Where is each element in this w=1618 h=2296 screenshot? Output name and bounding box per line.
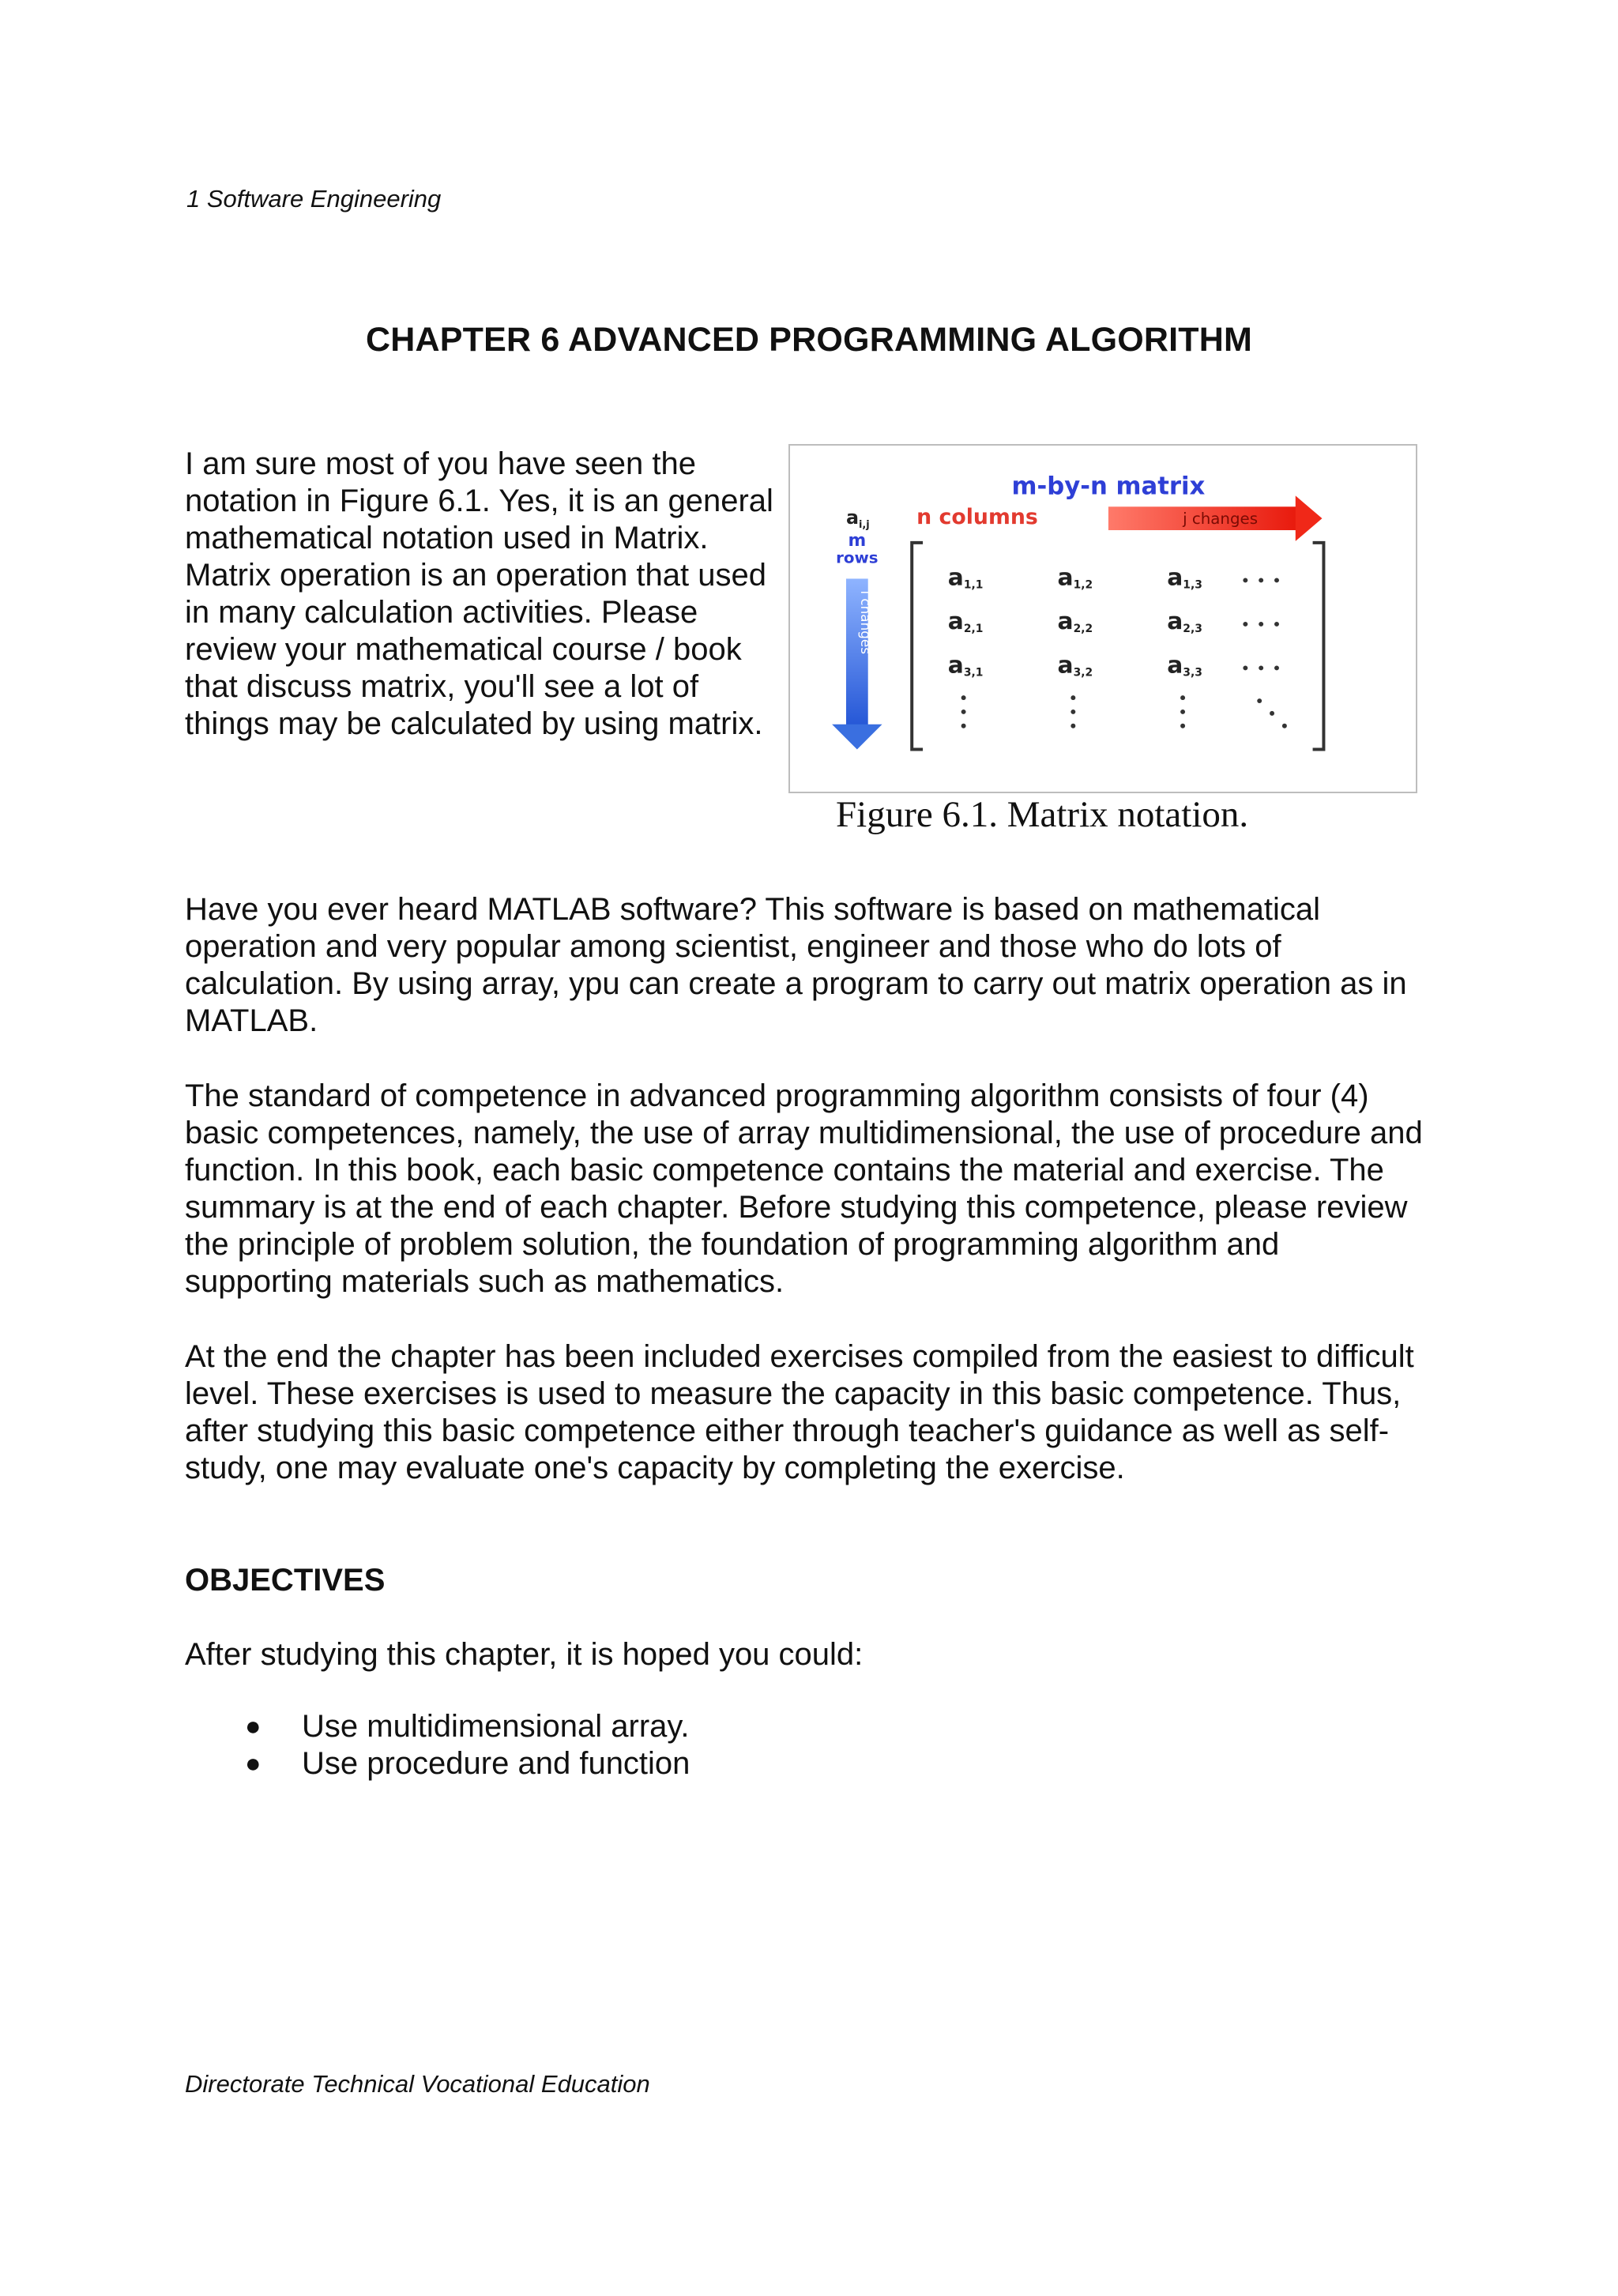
objectives-heading: OBJECTIVES (185, 1563, 386, 1598)
intro-paragraph (185, 446, 801, 743)
paragraph-matlab: Have you ever heard MATLAB software? This software is based on mathematical operation and very popular among scientist, engineer and those who do lots of calculation. By using array, ypu can create a program to carry out matrix operation as in MATLAB. (185, 892, 1407, 1038)
objective-text: Use procedure and function (302, 1746, 690, 1781)
figure-caption: Figure 6.1. Matrix notation. (836, 794, 1249, 835)
j-changes-arrow (1108, 495, 1323, 540)
chapter-title: CHAPTER 6 ADVANCED PROGRAMMING ALGORITHM (365, 321, 1252, 359)
element-label: $a_{i,j}$ (845, 506, 870, 532)
objectives-list (245, 1708, 690, 1782)
left-bracket (912, 543, 923, 750)
matrix-cell: a3,1 (947, 651, 984, 679)
right-bracket (1313, 543, 1324, 750)
intro-line: things may be calculated by using matrix. (185, 706, 763, 741)
diagonal-ellipsis (1257, 698, 1287, 728)
objectives-intro: After studying this chapter, it is hoped you could: (185, 1637, 864, 1672)
intro-line: that discuss matrix, you'll see a lot of (185, 669, 699, 704)
matrix-diagram (790, 446, 1416, 792)
list-item (245, 1745, 690, 1782)
n-columns-label: n columns (916, 505, 1038, 530)
intro-line: Matrix operation is an operation that used (185, 558, 766, 593)
paragraph-exercises: At the end the chapter has been included exercises compiled from the easiest to difficult level. These exercises is used to measure the capacity in this basic competence. Thus, after studying this basic competence either through teacher's guidance as well as self-study, one may evaluate one's capacity by completing the exercise. (185, 1339, 1414, 1485)
figure-title: m-by-n matrix (1011, 472, 1206, 501)
intro-line: notation in Figure 6.1. Yes, it is an general (185, 484, 773, 518)
bullet-icon: ● (245, 1711, 262, 1741)
page-header: 1 Software Engineering (186, 185, 442, 213)
matrix-cell: a1,1 (947, 563, 984, 592)
i-changes-label: i changes (857, 590, 874, 655)
intro-line: review your mathematical course / book (185, 632, 742, 667)
matrix-cell: a3,2 (1057, 651, 1093, 679)
matrix-figure (788, 444, 1417, 793)
paragraph-competence: The standard of competence in advanced programming algorithm consists of four (4) basic competences, namely, the use of array multidimensional, the use of procedure and function. In this book, each basic competence contains the material and exercise. The summary is at the end of each chapter. Before studying this competence, please review the principle of problem solution, the foundation of programming algorithm and supporting materials such as mathematics. (185, 1078, 1423, 1299)
m-label: m (848, 530, 867, 551)
matrix-cell: a1,3 (1167, 563, 1202, 592)
list-item (245, 1708, 690, 1745)
matrix-cell: a3,3 (1167, 651, 1202, 679)
matrix-cells (948, 563, 1202, 679)
bullet-icon: ● (245, 1748, 262, 1778)
page-footer: Directorate Technical Vocational Education (185, 2070, 650, 2098)
intro-line: I am sure most of you have seen the (185, 446, 697, 481)
matrix-cell: a2,1 (947, 607, 984, 635)
matrix-cell: a2,2 (1057, 607, 1093, 635)
j-changes-label: j changes (1183, 510, 1259, 529)
row-ellipses (1243, 578, 1279, 670)
intro-line: mathematical notation used in Matrix. (185, 521, 709, 555)
i-changes-arrow (832, 578, 882, 749)
matrix-cell: a2,3 (1167, 607, 1202, 635)
intro-line: in many calculation activities. Please (185, 595, 698, 630)
rows-label: rows (836, 548, 879, 567)
matrix-cell: a1,2 (1057, 563, 1093, 592)
column-ellipses (961, 695, 1185, 728)
objective-text: Use multidimensional array. (302, 1709, 690, 1744)
